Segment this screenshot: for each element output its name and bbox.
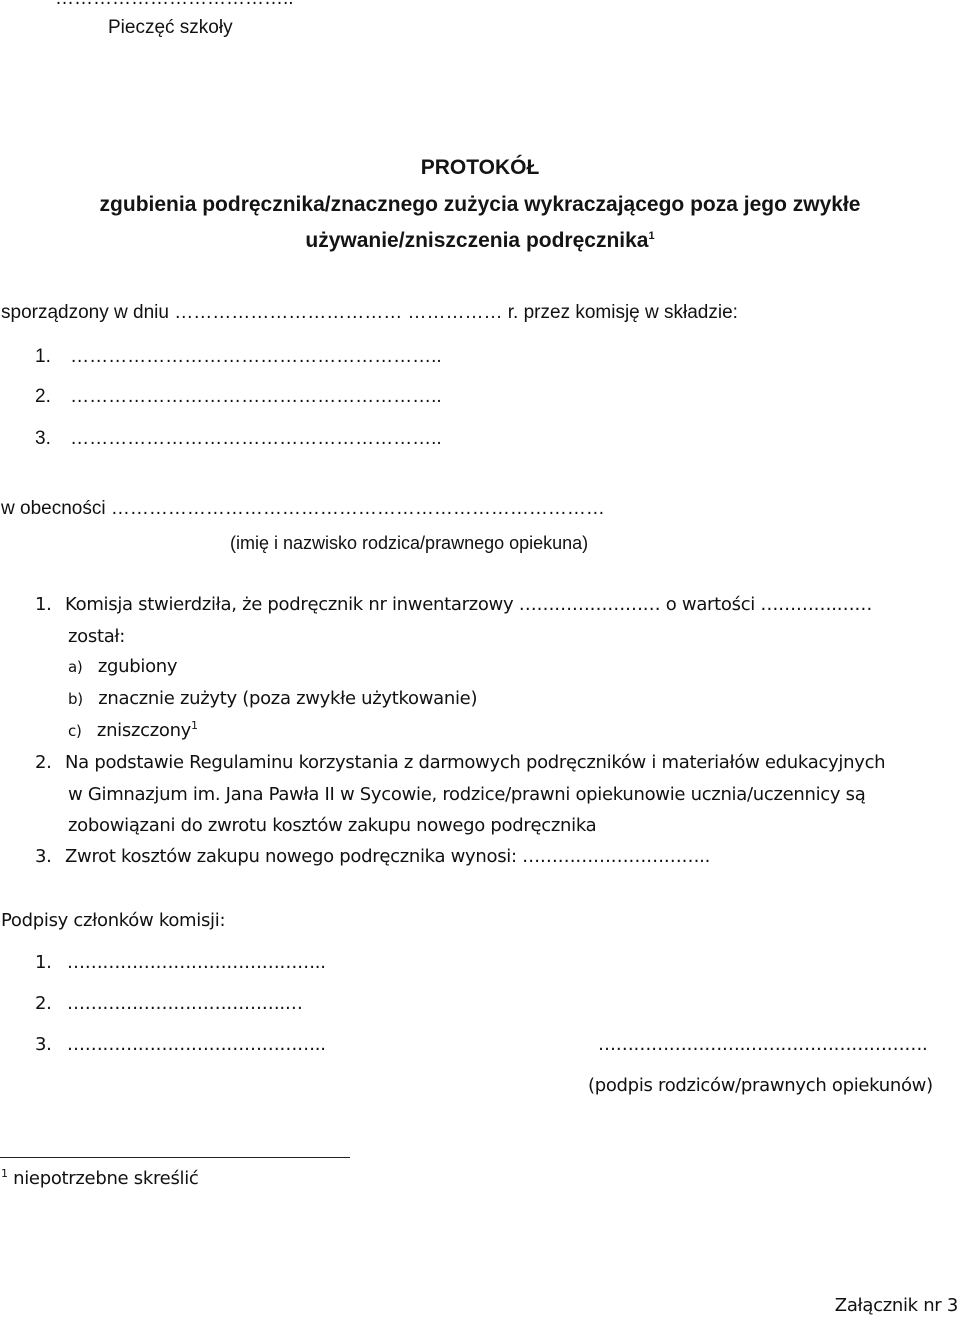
footnote [1, 1168, 199, 1189]
prepared-date-line: sporządzony w dniu ……………………………… …………… r. przez komisję w składzie: [1, 302, 738, 323]
item-text-line1: Na podstawie Regulaminu korzystania z darmowych podręczników i materiałów edukacyjnych [65, 752, 886, 773]
footnote-mark: 1 [1, 1167, 8, 1180]
presence-line: w obecności …………………………………………………………………… [1, 498, 605, 519]
protocol-subtitle-line1: zgubienia podręcznika/znacznego zużycia wykraczającego poza jego zwykłe [99, 193, 861, 216]
item-text: Zwrot kosztów zakupu nowego podręcznika wynosi: ………………………….. [65, 846, 711, 867]
member-number: 2. [35, 993, 52, 1014]
signature-dots: ……………………………….… [67, 993, 303, 1014]
member-dots: ………………………………………………….. [70, 346, 442, 367]
option-a [68, 656, 177, 677]
parent-signature-caption: (podpis rodziców/prawnych opiekunów) [588, 1075, 933, 1096]
signature-member-3 [35, 1034, 326, 1055]
member-number: 3. [35, 428, 51, 449]
item-text: Komisja stwierdziła, że podręcznik nr inwentarzowy …………………… o wartości ………….…… [65, 594, 873, 615]
commission-member-1 [35, 346, 442, 368]
member-dots: ………………………………………………….. [70, 428, 442, 449]
option-text: zniszczony [96, 720, 192, 741]
option-b [68, 688, 477, 709]
option-c [68, 720, 198, 741]
member-number: 1. [35, 346, 51, 367]
footnote-ref: 1 [191, 719, 198, 732]
footnote-text: niepotrzebne skreślić [13, 1168, 199, 1189]
item-number: 3. [35, 846, 52, 867]
item-2 [35, 752, 885, 773]
attachment-label: Załącznik nr 3 [834, 1295, 958, 1316]
member-number: 1. [35, 952, 52, 973]
subtitle-text: używanie/zniszczenia podręcznika [305, 229, 649, 252]
option-text: znacznie zużyty (poza zwykłe użytkowanie) [98, 688, 478, 709]
item-1 [35, 594, 872, 615]
footnote-separator [0, 1157, 350, 1158]
commission-member-3 [35, 428, 442, 450]
parent-signature-dots: …………………….…………………………. [598, 1034, 928, 1055]
member-number: 2. [35, 386, 51, 407]
item-number: 2. [35, 752, 52, 773]
option-letter: b) [68, 690, 83, 708]
signature-dots: …………………………………….. [67, 1034, 326, 1055]
signature-member-1 [35, 952, 326, 973]
option-text: zgubiony [97, 656, 178, 677]
option-letter: a) [68, 658, 83, 676]
protocol-subtitle-line2 [0, 229, 960, 253]
option-letter: c) [68, 722, 82, 740]
member-number: 3. [35, 1034, 52, 1055]
item-3 [35, 846, 710, 867]
stamp-label: Pieczęć szkoły [108, 17, 233, 38]
presence-caption: (imię i nazwisko rodzica/prawnego opiekuna) [230, 533, 589, 553]
item-2-line3: zobowiązani do zwrotu kosztów zakupu nowego podręcznika [68, 815, 597, 836]
signatures-heading: Podpisy członków komisji: [1, 910, 226, 931]
item-1-continuation: został: [68, 626, 126, 647]
signature-member-2 [35, 993, 303, 1014]
item-number: 1. [35, 594, 52, 615]
stamp-dots [55, 0, 294, 10]
member-dots: ………………………………………………….. [70, 386, 442, 407]
commission-member-2 [35, 386, 442, 408]
protocol-title: PROTOKÓŁ [420, 156, 540, 179]
item-2-line2: w Gimnazjum im. Jana Pawła II w Sycowie, rodzice/prawni opiekunowie ucznia/uczennicy są [68, 784, 866, 805]
footnote-ref: 1 [648, 230, 655, 242]
signature-dots: …………………………………….. [67, 952, 326, 973]
